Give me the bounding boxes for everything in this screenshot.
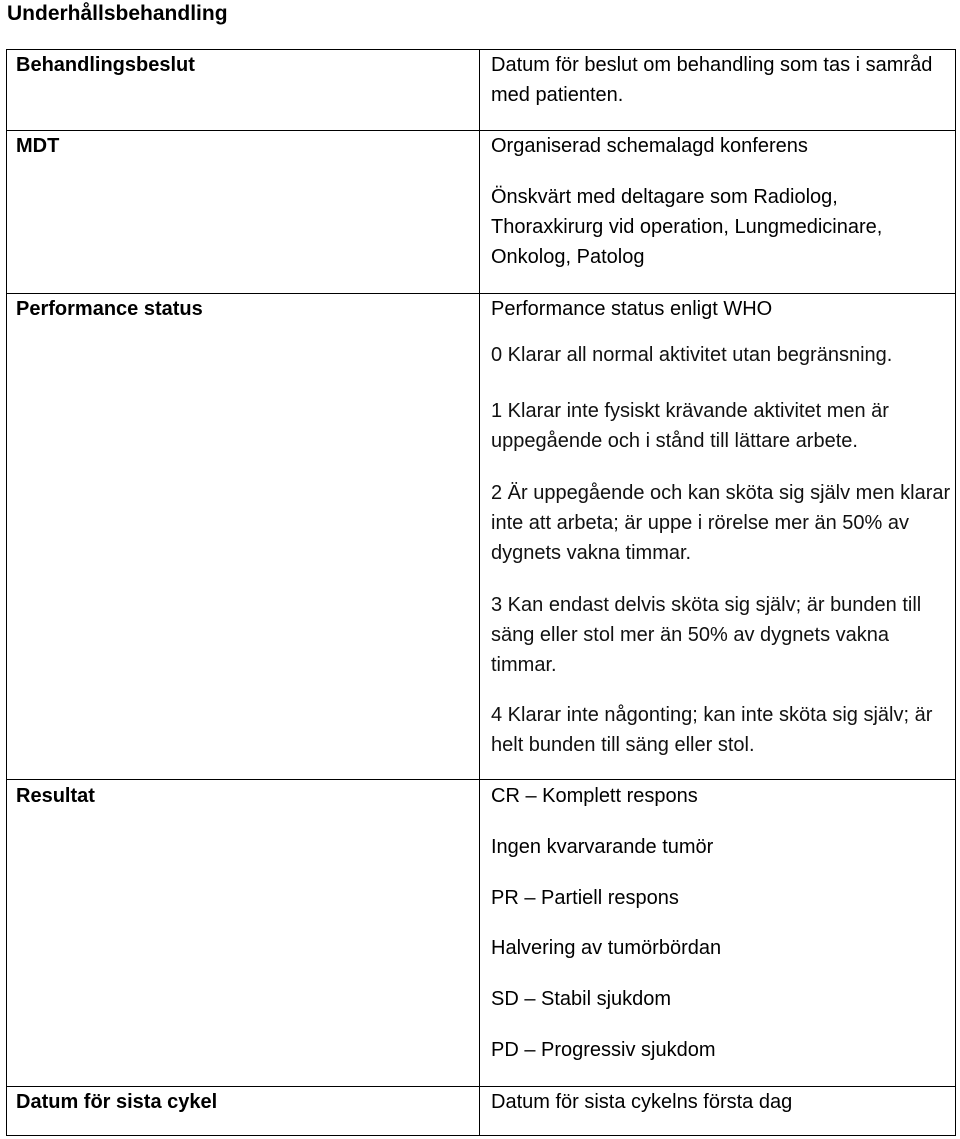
column-divider	[479, 50, 480, 1135]
resultat-line: PR – Partiell respons	[491, 887, 679, 909]
resultat-line: PD – Progressiv sjukdom	[491, 1039, 716, 1061]
performance-line: 4 Klarar inte någonting; kan inte sköta sig själv; är helt bunden till säng eller stol.	[491, 704, 933, 756]
performance-line: 1 Klarar inte fysiskt krävande aktivitet men är uppegående och i stånd till lättare arbete.	[491, 400, 889, 452]
page-title: Underhållsbehandling	[7, 2, 228, 25]
performance-line: 3 Kan endast delvis sköta sig själv; är bunden till säng eller stol mer än 50% av dygnets vakna timmar.	[491, 594, 922, 676]
mdt-line: Önskvärt med deltagare som Radiolog, Thoraxkirurg vid operation, Lungmedicinare, Onkolog, Patolog	[491, 186, 883, 268]
row-label-behandlingsbeslut: Behandlingsbeslut	[16, 54, 195, 76]
resultat-line: CR – Komplett respons	[491, 785, 698, 807]
row-label-performance-status: Performance status	[16, 298, 203, 320]
resultat-line: Ingen kvarvarande tumör	[491, 836, 714, 858]
row-divider	[7, 779, 955, 780]
info-table	[6, 49, 956, 1136]
performance-line: Performance status enligt WHO	[491, 298, 773, 320]
performance-line: 2 Är uppegående och kan sköta sig själv men klarar inte att arbeta; är uppe i rörelse mer än 50% av dygnets vakna timmar.	[491, 482, 951, 564]
row-label-datum-sista-cykel: Datum för sista cykel	[16, 1091, 218, 1113]
datum-sista-cykel-text: Datum för sista cykelns första dag	[491, 1091, 793, 1113]
resultat-line: Halvering av tumörbördan	[491, 937, 722, 959]
row-label-resultat: Resultat	[16, 785, 95, 807]
performance-line: 0 Klarar all normal aktivitet utan begränsning.	[491, 344, 893, 366]
row-label-mdt: MDT	[16, 135, 60, 157]
behandlingsbeslut-text: Datum för beslut om behandling som tas i samråd med patienten.	[491, 54, 933, 106]
mdt-line: Organiserad schemalagd konferens	[491, 135, 808, 157]
resultat-line: SD – Stabil sjukdom	[491, 988, 672, 1010]
